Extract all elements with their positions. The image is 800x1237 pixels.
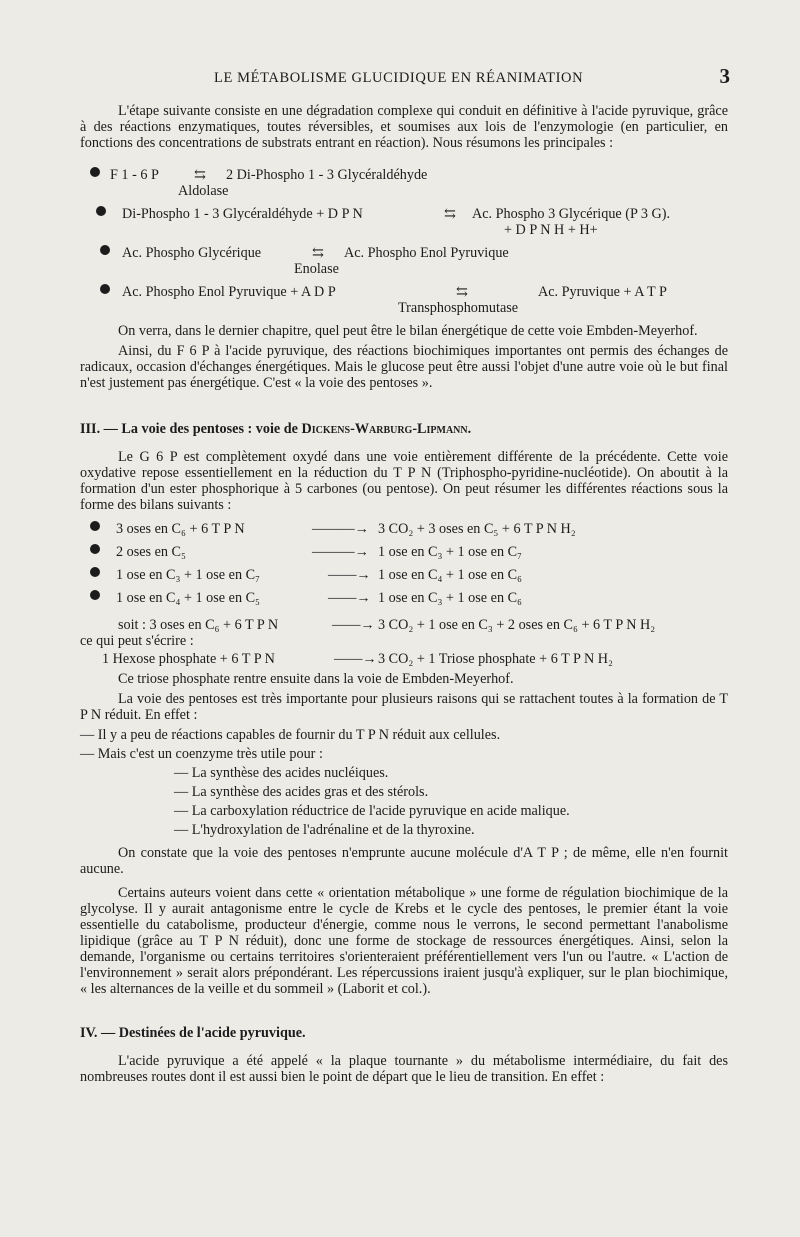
g6p-paragraph: Le G 6 P est complètement oxydé dans une voie entièrement différente de la précédente. Cette voie oxydative repose essentiellement en la réduction du T P N (Triphospho-pyridine-nucléotide). On aboutit à la formation d'un ester phosphorique à 5 carbones (ou pentose). On peut résumer les différentes réactions sous la forme des bilans suivants :: [80, 449, 728, 513]
reaction-right: Ac. Pyruvique + A T P: [538, 284, 667, 300]
page-header: [88, 66, 730, 92]
intro-paragraph: L'étape suivante consiste en une dégradation complexe qui conduit en définitive à l'acide pyruvique, grâce à des réactions enzymatiques, toutes réversibles, et soumises aux lois de l'enzymologie (en particulier, en fonctions des concentrations de substrats entrant en réaction). Nous résumons les principales :: [80, 103, 728, 151]
pentose-arrow: ——→: [328, 590, 371, 606]
reaction-arrow: ⇆: [312, 245, 324, 261]
reaction-arrow: ⇆: [194, 167, 206, 183]
certains-paragraph: Certains auteurs voient dans cette « orientation métabolique » une forme de régulation biochimique de la glycolyse. Il y aurait antagonisme entre le cycle de Krebs et le cycle des pentoses, le premier étant la voie essentielle du catabolisme, producteur d'énergie, comme nous le verrons, le second permettant l'anabolisme lipidique (grâce au T P N réduit), donc une forme de stockage de ressources énergétiques. Ainsi, selon la demande, l'organisme ou certains territoires s'orienteraient préférentiellement vers l'un ou l'autre. « L'action de l'environnement » serait alors prépondérant. Les répercussions iraient jusqu'à expliquer, sur le plan biochimique, « les alternances de la veille et du sommeil » (Laborit et col.).: [80, 885, 728, 997]
pentose-left: 3 oses en C₆ + 6 T P N: [116, 521, 245, 537]
importante-paragraph: La voie des pentoses est très importante pour plusieurs raisons qui se rattachent toutes à la formation de T P N réduit. En effet :: [80, 691, 728, 723]
soit-arrow: ——→: [332, 617, 375, 633]
bullet-icon: [90, 521, 100, 531]
hexose-equation: [80, 651, 728, 667]
page-body: [80, 103, 728, 1089]
bullet-icon: [90, 590, 100, 600]
pentose-reaction-row: [80, 567, 728, 583]
reaction-left: Di-Phospho 1 - 3 Glycéraldéhyde + D P N: [122, 206, 363, 222]
pentose-reaction-row: [80, 544, 728, 560]
enzyme-row: [80, 183, 728, 199]
reaction-right: Ac. Phospho Enol Pyruvique: [344, 245, 509, 261]
bullet-icon: [90, 567, 100, 577]
reaction-continuation: + D P N H + H+: [504, 222, 598, 238]
pentose-arrow: ———→: [312, 544, 369, 560]
reaction-row: [80, 206, 728, 222]
bullet-icon: [90, 167, 100, 177]
pentose-right: 3 CO₂ + 3 oses en C₅ + 6 T P N H₂: [378, 521, 576, 537]
pentose-right: 1 ose en C₄ + 1 ose en C₆: [378, 567, 522, 583]
reaction-row: [80, 245, 728, 261]
reaction-arrow: ⇆: [456, 284, 468, 300]
reaction-right: Ac. Phospho 3 Glycérique (P 3 G).: [472, 206, 671, 222]
running-title: LE MÉTABOLISME GLUCIDIQUE EN RÉANIMATION: [214, 70, 584, 86]
bullet-icon: [100, 284, 110, 294]
hexose-left: 1 Hexose phosphate + 6 T P N: [102, 651, 275, 667]
section-heading: IV. — Destinées de l'acide pyruvique.: [80, 1025, 306, 1041]
reaction-row: [80, 284, 728, 300]
page-number: 3: [719, 64, 730, 88]
pentose-right: 1 ose en C₃ + 1 ose en C₇: [378, 544, 522, 560]
reaction-right: 2 Di-Phospho 1 - 3 Glycéraldéhyde: [226, 167, 428, 183]
reaction-row: [80, 167, 728, 183]
sub-list-item: — La carboxylation réductrice de l'acide pyruvique en acide malique.: [174, 803, 570, 819]
enzyme-label: Aldolase: [178, 183, 229, 199]
pentose-arrow: ——→: [328, 567, 371, 583]
reaction-continuation-row: [80, 222, 728, 238]
ecrire-line: ce qui peut s'écrire :: [80, 633, 194, 649]
constate-paragraph: On constate que la voie des pentoses n'emprunte aucune molécule d'A T P ; de même, elle n'en fournit aucune.: [80, 845, 728, 877]
list-item: — Mais c'est un coenzyme très utile pour :: [80, 746, 323, 762]
pentose-arrow: ———→: [312, 521, 369, 537]
reaction-left: F 1 - 6 P: [110, 167, 159, 183]
pentose-reaction-row: [80, 521, 728, 537]
reaction-arrow: ⇆: [444, 206, 456, 222]
hexose-right: 3 CO₂ + 1 Triose phosphate + 6 T P N H₂: [378, 651, 613, 667]
enzyme-label: Enolase: [294, 261, 339, 277]
pentose-right: 1 ose en C₃ + 1 ose en C₆: [378, 590, 522, 606]
section-authors: Dickens-Warburg-Lipmann.: [301, 421, 472, 437]
reaction-left: Ac. Phospho Glycérique: [122, 245, 262, 261]
section-heading: [80, 421, 728, 437]
pentose-left: 1 ose en C₄ + 1 ose en C₅: [116, 590, 260, 606]
hexose-arrow: ——→: [334, 651, 377, 667]
pyruvique-paragraph: L'acide pyruvique a été appelé « la plaque tournante » du métabolisme intermédiaire, du fait des nombreuses routes dont il est aussi bien le point de départ que le lieu de transition. En effet :: [80, 1053, 728, 1085]
list-item: — Il y a peu de réactions capables de fournir du T P N réduit aux cellules.: [80, 727, 501, 743]
pentose-left: 2 oses en C₅: [116, 544, 186, 560]
enzyme-label: Transphosphomutase: [398, 300, 519, 316]
bilan-paragraph: On verra, dans le dernier chapitre, quel peut être le bilan énergétique de cette voie Embden-Meyerhof.: [118, 323, 698, 339]
bullet-icon: [100, 245, 110, 255]
enzyme-row: [80, 261, 728, 277]
pentose-reaction-row: [80, 590, 728, 606]
section-title: III. — La voie des pentoses : voie de: [80, 421, 298, 437]
bullet-icon: [96, 206, 106, 216]
soit-equation: [80, 617, 728, 633]
bullet-icon: [90, 544, 100, 554]
soit-left: soit : 3 oses en C₆ + 6 T P N: [118, 617, 279, 633]
sub-list-item: — La synthèse des acides nucléiques.: [174, 765, 389, 781]
reaction-left: Ac. Phospho Enol Pyruvique + A D P: [122, 284, 336, 300]
ainsi-paragraph: Ainsi, du F 6 P à l'acide pyruvique, des réactions biochimiques importantes ont permis des échanges de radicaux, occasion d'échanges énergétiques. Mais le glucose peut être aussi l'objet d'une autre voie où le but final n'est justement pas énergétique. C'est « la voie des pentoses ».: [80, 343, 728, 391]
pentose-left: 1 ose en C₃ + 1 ose en C₇: [116, 567, 260, 583]
enzyme-row: [80, 300, 728, 316]
triose-paragraph: Ce triose phosphate rentre ensuite dans la voie de Embden-Meyerhof.: [118, 671, 514, 687]
sub-list-item: — La synthèse des acides gras et des stérols.: [174, 784, 429, 800]
sub-list-item: — L'hydroxylation de l'adrénaline et de la thyroxine.: [174, 822, 475, 838]
soit-right: 3 CO₂ + 1 ose en C₃ + 2 oses en C₆ + 6 T P N H₂: [378, 617, 656, 633]
